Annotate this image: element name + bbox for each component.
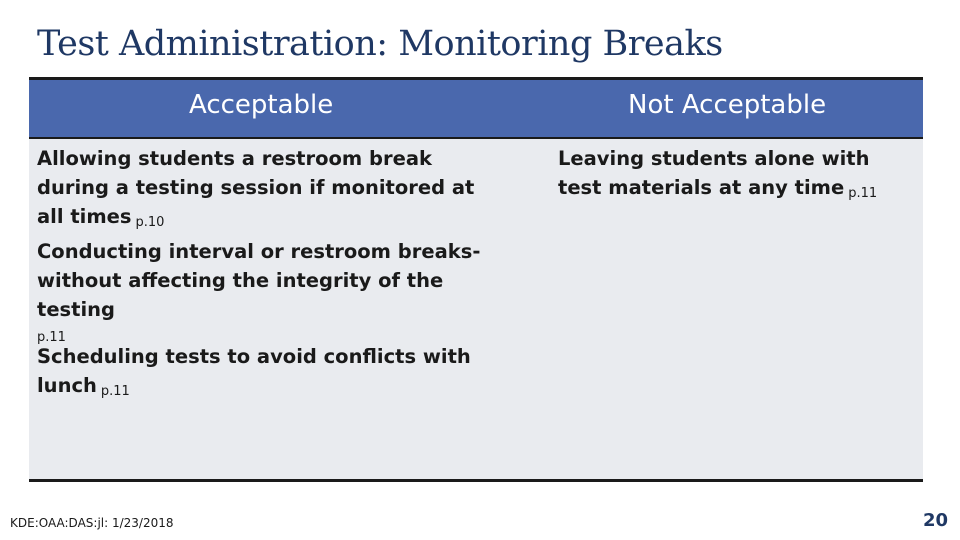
header-not-acceptable: Not Acceptable (628, 90, 827, 120)
page-reference: p.11 (100, 384, 130, 399)
page-number: 20 (922, 510, 948, 531)
acceptable-item-text: Scheduling tests to avoid conflicts with lunch (37, 345, 471, 397)
acceptable-item (37, 144, 507, 237)
acceptable-item (37, 342, 507, 406)
page-reference: p.10 (135, 215, 165, 230)
acceptable-item-text: Conducting interval or restroom breaks- without affecting the integrity of the testing (37, 240, 481, 321)
not-acceptable-item (558, 144, 918, 208)
table-header-rule (29, 137, 923, 139)
acceptable-item (37, 237, 507, 348)
slide-title: Test Administration: Monitoring Breaks (37, 24, 723, 64)
footer-credit: KDE:OAA:DAS:jl: 1/23/2018 (10, 516, 174, 530)
page-reference: p.11 (848, 186, 878, 201)
comparison-table (29, 77, 923, 481)
header-acceptable: Acceptable (189, 90, 334, 120)
table-bottom-rule (29, 479, 923, 482)
not-acceptable-item-text: Leaving students alone with test materials at any time (558, 147, 870, 199)
page-reference: p.11 (37, 330, 66, 345)
acceptable-item-text: Allowing students a restroom break during a testing session if monitored at all times (37, 147, 475, 228)
table-header-row (29, 80, 923, 137)
